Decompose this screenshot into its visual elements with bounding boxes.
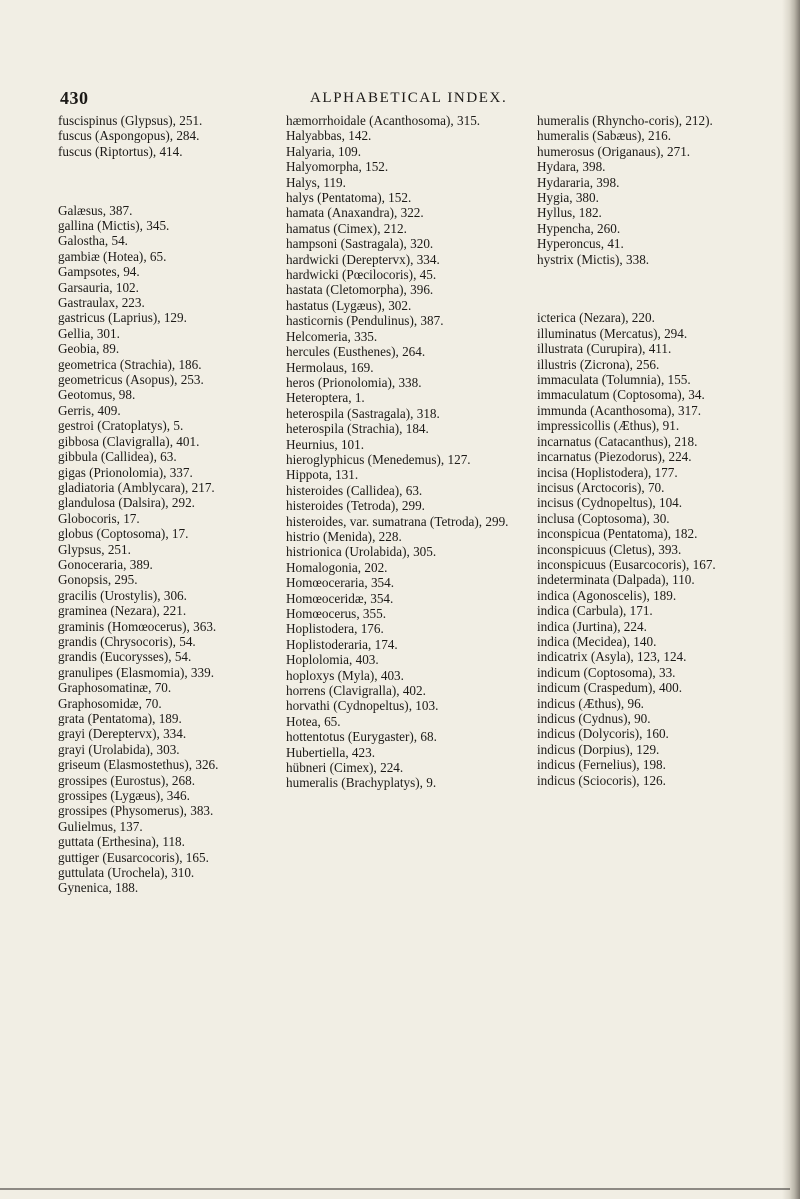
- index-entry: Heurnius, 101.: [286, 436, 365, 452]
- page-header: [60, 88, 760, 112]
- index-entry: Halyabbas, 142.: [286, 128, 372, 144]
- index-entry: humerosus (Origanaus), 271.: [537, 143, 691, 159]
- index-entry: Hippota, 131.: [286, 467, 359, 483]
- index-entry: icterica (Nezara), 220.: [537, 310, 655, 326]
- index-entry: hardwicki (Dereptervx), 334.: [286, 251, 440, 267]
- index-entry: griseum (Elasmostethus), 326.: [58, 757, 219, 773]
- index-column-1: [58, 113, 263, 896]
- index-entry: inclusa (Coptosoma), 30.: [537, 510, 670, 526]
- index-entry: grandis (Eucorysses), 54.: [58, 649, 192, 665]
- index-entry: histeroides, var. sumatrana (Tetroda), 299.: [286, 513, 509, 529]
- index-entry: heterospila (Strachia), 184.: [286, 421, 429, 437]
- index-entry: fuscus (Aspongopus), 284.: [58, 128, 200, 144]
- index-entry: heterospila (Sastragala), 318.: [286, 405, 440, 421]
- index-entry: Glypsus, 251.: [58, 541, 131, 557]
- index-entry: heros (Prionolomia), 338.: [286, 374, 422, 390]
- index-entry: illustris (Zicrona), 256.: [537, 356, 660, 372]
- index-entry: hastatus (Lygæus), 302.: [286, 297, 412, 313]
- index-entry: grossipes (Lygæus), 346.: [58, 788, 190, 804]
- running-title: ALPHABETICAL INDEX.: [310, 90, 508, 106]
- index-column-3: [537, 113, 752, 788]
- index-entry: hastata (Cletomorpha), 396.: [286, 282, 434, 298]
- index-entry: indicus (Dorpius), 129.: [537, 741, 660, 757]
- index-entry: hæmorrhoidale (Acanthosoma), 315.: [286, 113, 481, 128]
- index-entry: horvathi (Cydnopeltus), 103.: [286, 698, 439, 714]
- index-entry: gigas (Prionolomia), 337.: [58, 464, 193, 480]
- index-entry: indeterminata (Dalpada), 110.: [537, 572, 695, 588]
- index-entry: hasticornis (Pendulinus), 387.: [286, 313, 444, 329]
- index-entry: Hyllus, 182.: [537, 205, 602, 221]
- index-entry: Hydararia, 398.: [537, 174, 620, 190]
- index-entry: Hydara, 398.: [537, 159, 606, 175]
- index-entry: horrens (Clavigralla), 402.: [286, 683, 426, 699]
- index-entry: Gellia, 301.: [58, 325, 120, 341]
- index-entry: hampsoni (Sastragala), 320.: [286, 236, 434, 252]
- index-entry: immunda (Acanthosoma), 317.: [537, 402, 702, 418]
- index-entry: Gulielmus, 137.: [58, 818, 143, 834]
- index-entry: Gampsotes, 94.: [58, 264, 140, 280]
- index-entry: gastricus (Laprius), 129.: [58, 310, 187, 326]
- index-entry: Hotea, 65.: [286, 713, 341, 729]
- index-entry: grayi (Dereptervx), 334.: [58, 726, 187, 742]
- index-entry: Garsauria, 102.: [58, 279, 139, 295]
- index-entry: halys (Pentatoma), 152.: [286, 190, 412, 206]
- index-entry: Hypencha, 260.: [537, 220, 621, 236]
- index-entry: incarnatus (Piezodorus), 224.: [537, 449, 692, 465]
- index-entry: Gonopsis, 295.: [58, 572, 138, 588]
- index-entry: Hermolaus, 169.: [286, 359, 374, 375]
- index-entry: Helcomeria, 335.: [286, 328, 378, 344]
- index-entry: hieroglyphicus (Menedemus), 127.: [286, 451, 471, 467]
- index-entry: Hygia, 380.: [537, 190, 599, 206]
- index-entry: Hyperoncus, 41.: [537, 236, 624, 252]
- index-entry: Geotomus, 98.: [58, 387, 136, 403]
- index-entry: glandulosa (Dalsira), 292.: [58, 495, 195, 511]
- index-entry: grossipes (Eurostus), 268.: [58, 772, 195, 788]
- index-entry: indica (Jurtina), 224.: [537, 618, 647, 634]
- index-column-2: [286, 113, 511, 791]
- index-entry: guttata (Erthesina), 118.: [58, 834, 185, 850]
- index-entry: Hoplolomia, 403.: [286, 652, 379, 668]
- index-entry: humeralis (Rhyncho-coris), 212).: [537, 113, 713, 128]
- index-entry: incarnatus (Catacanthus), 218.: [537, 433, 698, 449]
- index-entry: gladiatoria (Amblycara), 217.: [58, 479, 215, 495]
- index-entry: indicum (Craspedum), 400.: [537, 680, 683, 696]
- index-entry: fuscus (Riptortus), 414.: [58, 143, 183, 159]
- index-entry: illustrata (Curupira), 411.: [537, 341, 672, 357]
- page-number: 430: [60, 88, 89, 108]
- index-entry: Homœoceridæ, 354.: [286, 590, 394, 606]
- index-entry: inconspicuus (Eusarcocoris), 167.: [537, 556, 716, 572]
- index-entry: inconspicua (Pentatoma), 182.: [537, 526, 698, 542]
- index-entry: histrio (Menida), 228.: [286, 528, 402, 544]
- index-entry: globus (Coptosoma), 17.: [58, 526, 189, 542]
- index-entry: gracilis (Urostylis), 306.: [58, 587, 187, 603]
- index-entry: Hoplistoderaria, 174.: [286, 636, 398, 652]
- index-entry: immaculata (Tolumnia), 155.: [537, 372, 691, 388]
- index-entry: guttulata (Urochela), 310.: [58, 865, 195, 881]
- index-entry: Gonoceraria, 389.: [58, 556, 153, 572]
- index-entry: indicus (Fernelius), 198.: [537, 757, 666, 773]
- index-entry: guttiger (Eusarcocoris), 165.: [58, 849, 209, 865]
- index-entry: indicus (Æthus), 96.: [537, 695, 644, 711]
- page-edge-shadow: [782, 0, 800, 1199]
- index-entry: incisa (Hoplistodera), 177.: [537, 464, 678, 480]
- index-entry: Hubertiella, 423.: [286, 744, 375, 760]
- index-entry: geometricus (Asopus), 253.: [58, 372, 204, 388]
- index-entry: indicum (Coptosoma), 33.: [537, 664, 676, 680]
- index-entry: gallina (Mictis), 345.: [58, 218, 170, 233]
- bottom-edge-line: [0, 1188, 790, 1190]
- index-entry: hardwicki (Pœcilocoris), 45.: [286, 267, 437, 283]
- index-entry: Graphosomatinæ, 70.: [58, 680, 172, 696]
- index-entry: Galostha, 54.: [58, 233, 128, 249]
- index-entry: hottentotus (Eurygaster), 68.: [286, 729, 437, 745]
- index-entry: immaculatum (Coptosoma), 34.: [537, 387, 705, 403]
- index-entry: histeroides (Tetroda), 299.: [286, 498, 425, 514]
- index-entry: Galæsus, 387.: [58, 202, 133, 218]
- index-entry: histrionica (Urolabida), 305.: [286, 544, 437, 560]
- index-entry: histeroides (Callidea), 63.: [286, 482, 423, 498]
- index-entry: gibbosa (Clavigralla), 401.: [58, 433, 200, 449]
- index-entry: incisus (Cydnopeltus), 104.: [537, 495, 683, 511]
- index-entry: incisus (Arctocoris), 70.: [537, 479, 665, 495]
- index-entry: grayi (Urolabida), 303.: [58, 741, 180, 757]
- section-gap: [58, 172, 263, 189]
- index-entry: gambiæ (Hotea), 65.: [58, 248, 167, 264]
- index-entry: Halyaria, 109.: [286, 143, 362, 159]
- index-entry: humeralis (Sabæus), 216.: [537, 128, 672, 144]
- index-entry: hamatus (Cimex), 212.: [286, 220, 407, 236]
- index-entry: indicus (Dolycoris), 160.: [537, 726, 669, 742]
- index-entry: graminea (Nezara), 221.: [58, 603, 187, 619]
- index-entry: gibbula (Callidea), 63.: [58, 449, 177, 465]
- index-entry: hoploxys (Myla), 403.: [286, 667, 404, 683]
- index-entry: hübneri (Cimex), 224.: [286, 760, 404, 776]
- index-entry: Homalogonia, 202.: [286, 559, 388, 575]
- index-entry: Gerris, 409.: [58, 402, 121, 418]
- index-entry: granulipes (Elasmomia), 339.: [58, 664, 215, 680]
- index-entry: grossipes (Physomerus), 383.: [58, 803, 214, 819]
- index-entry: Homœoceraria, 354.: [286, 575, 395, 591]
- section-gap: [537, 280, 752, 297]
- index-entry: indicatrix (Asyla), 123, 124.: [537, 649, 687, 665]
- index-entry: Halyomorpha, 152.: [286, 159, 389, 175]
- index-entry: fuscispinus (Glypsus), 251.: [58, 113, 203, 128]
- index-entry: indicus (Sciocoris), 126.: [537, 772, 666, 788]
- index-entry: Globocoris, 17.: [58, 510, 140, 526]
- index-entry: hercules (Eusthenes), 264.: [286, 344, 426, 360]
- index-entry: Gynenica, 188.: [58, 880, 139, 896]
- index-entry: humeralis (Brachyplatys), 9.: [286, 775, 437, 791]
- index-entry: indica (Mecidea), 140.: [537, 633, 657, 649]
- index-entry: Hoplistodera, 176.: [286, 621, 384, 637]
- index-entry: illuminatus (Mercatus), 294.: [537, 325, 688, 341]
- index-entry: Heteroptera, 1.: [286, 390, 365, 406]
- index-entry: indica (Agonoscelis), 189.: [537, 587, 677, 603]
- index-entry: Geobia, 89.: [58, 341, 120, 357]
- index-entry: indica (Carbula), 171.: [537, 603, 653, 619]
- index-entry: hystrix (Mictis), 338.: [537, 251, 650, 267]
- index-entry: geometrica (Strachia), 186.: [58, 356, 202, 372]
- index-entry: impressicollis (Æthus), 91.: [537, 418, 680, 434]
- index-entry: Gastraulax, 223.: [58, 295, 145, 311]
- index-entry: grata (Pentatoma), 189.: [58, 711, 182, 726]
- index-entry: grandis (Chrysocoris), 54.: [58, 633, 196, 649]
- index-entry: gestroi (Cratoplatys), 5.: [58, 418, 184, 434]
- index-entry: hamata (Anaxandra), 322.: [286, 205, 424, 221]
- index-entry: indicus (Cydnus), 90.: [537, 711, 651, 726]
- index-entry: graminis (Homœocerus), 363.: [58, 618, 217, 634]
- index-entry: Homœocerus, 355.: [286, 606, 386, 621]
- index-entry: inconspicuus (Cletus), 393.: [537, 541, 682, 557]
- index-entry: Graphosomidæ, 70.: [58, 695, 162, 711]
- index-entry: Halys, 119.: [286, 174, 346, 190]
